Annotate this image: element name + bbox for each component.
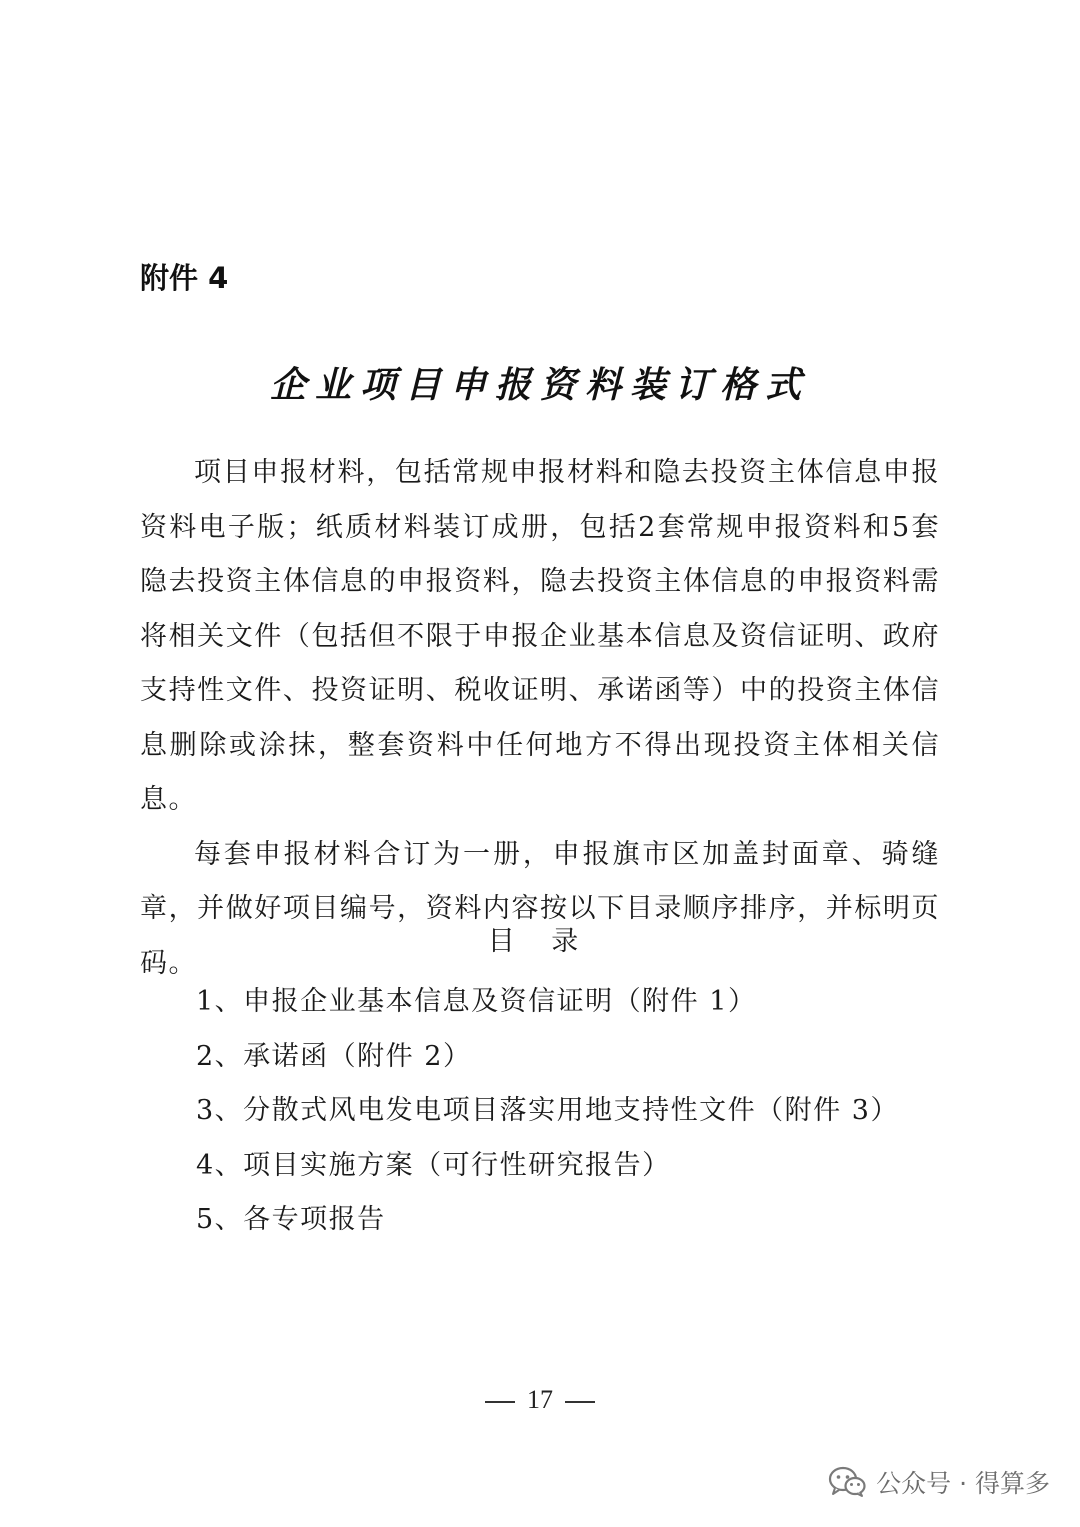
attachment-label: 附件 4	[140, 261, 229, 295]
toc-item: 2、承诺函（附件 2）	[196, 1040, 472, 1072]
toc-item: 5、各专项报告	[196, 1204, 386, 1235]
toc-heading: 目 录	[487, 926, 593, 957]
toc-list	[196, 975, 899, 1248]
toc-item: 4、项目实施方案（可行性研究报告）	[196, 1149, 671, 1181]
document-title: 企业项目申报资料装订格式	[269, 364, 810, 406]
toc-item: 3、分散式风电发电项目落实用地支持性文件（附件 3）	[196, 1095, 899, 1126]
watermark	[828, 1462, 1050, 1502]
wechat-icon	[828, 1466, 866, 1498]
page-number	[0, 1382, 1080, 1418]
body-text	[140, 446, 940, 991]
paragraph: 每套申报材料合订为一册，申报旗市区加盖封面章、骑缝章，并做好项目编号，资料内容按以下目录顺序排序，并标明页码。	[140, 838, 940, 979]
dash-left	[485, 1401, 515, 1403]
paragraph: 项目申报材料，包括常规申报材料和隐去投资主体信息申报资料电子版；纸质材料装订成册，包括2套常规申报资料和5套隐去投资主体信息的申报资料，隐去投资主体信息的申报资料需将相关文件（包括但不限于申报企业基本信息及资信证明、政府支持性文件、投资证明、税收证明、承诺函等）中的投资主体信息删除或涂抹，整套资料中任何地方不得出现投资主体相关信息。	[140, 457, 940, 815]
dash-right	[565, 1401, 595, 1403]
watermark-text: 公众号 · 得算多	[876, 1469, 1050, 1498]
page-number-value: 17	[527, 1385, 553, 1414]
toc-item: 1、申报企业基本信息及资信证明（附件 1）	[196, 986, 757, 1017]
